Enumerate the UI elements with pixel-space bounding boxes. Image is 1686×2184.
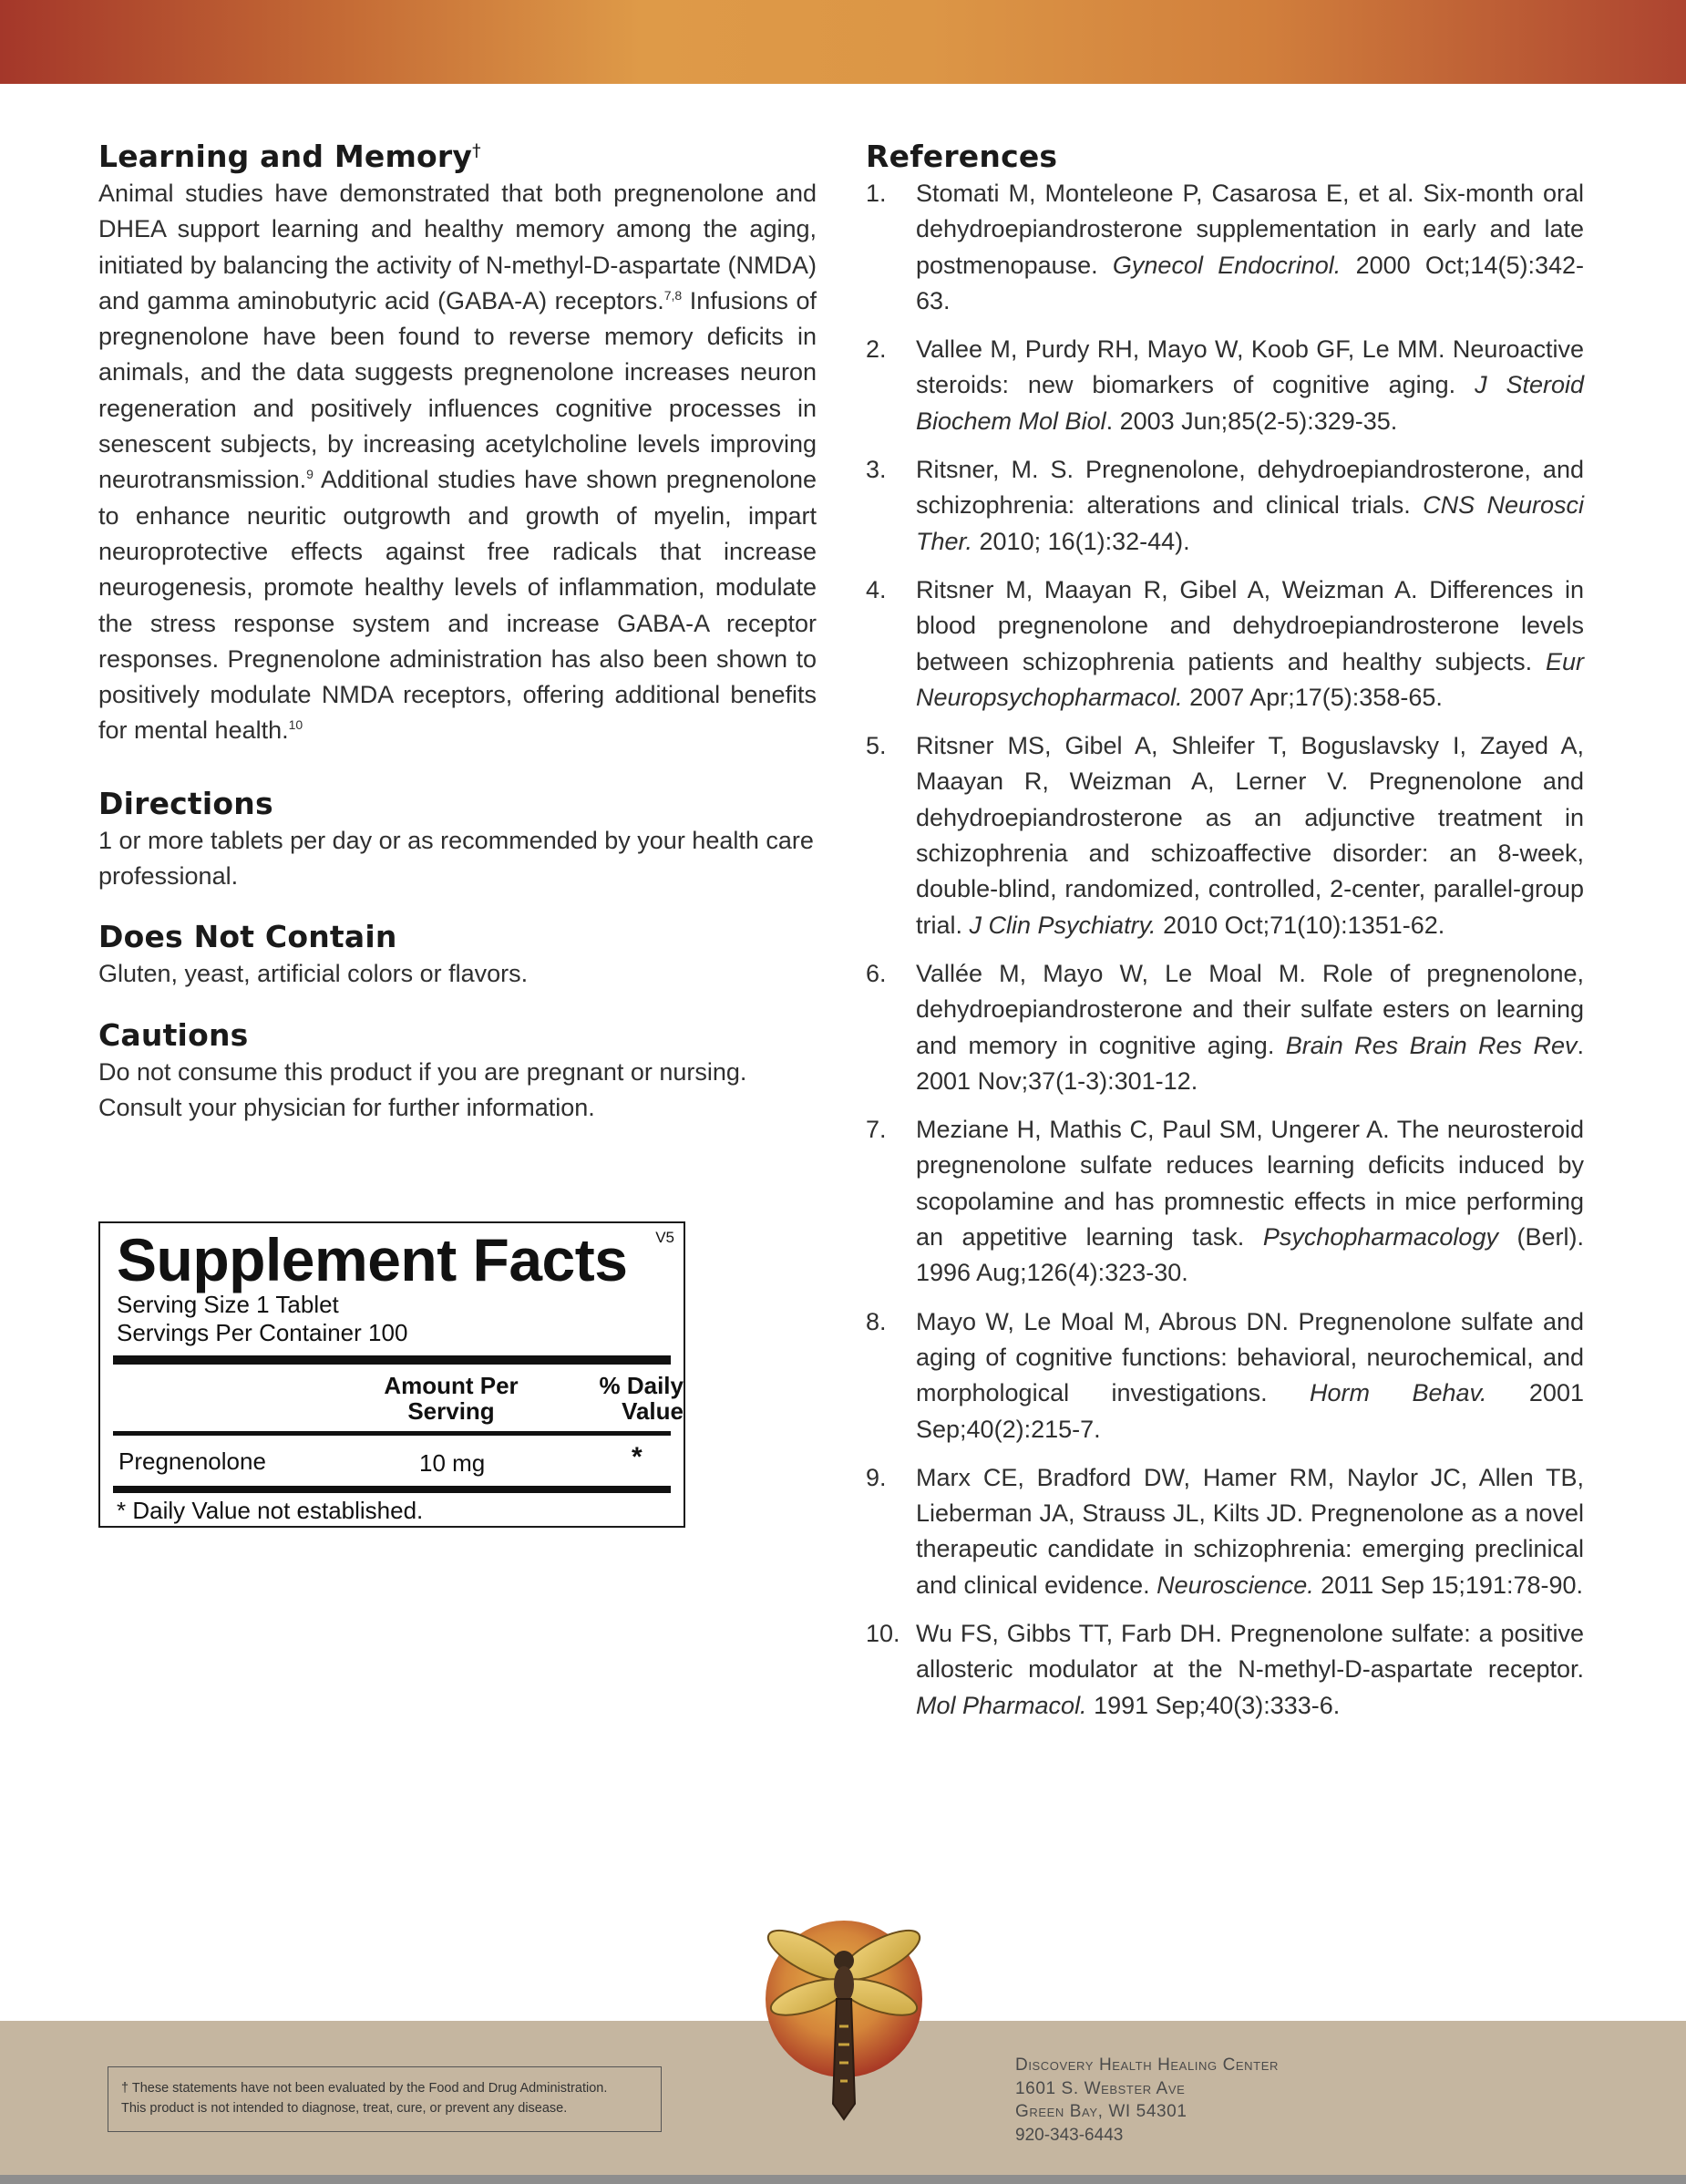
learning-memory-text: Animal studies have demonstrated that both pregnenolone and DHEA support learning and healthy memory among the aging, initiated by balancing the activity of N-methyl-D-aspartate (NMDA) and gamma aminobutyric acid (GABA-A) receptors.$^{7,8}$ Infusions of pregnenolone have been found to reverse memory deficits in animals, and the data suggests pregnenolone increases neuron regeneration and positively influences cognitive processes in senescent subjects, by increasing acetylcholine levels improving neurotransmission.$^9$ Additional studies have shown pregnenolone to enhance neuritic outgrowth and growth of myelin, impart neuroprotective effects against free radicals that increase neurogenesis, promote healthy levels of inflammation, modulate the stress response system and increase GABA-A receptor responses. Pregnenolone administration has also been shown to positively modulate NMDA receptors, offering additional benefits for mental health.$^{10}$ — [98, 180, 817, 745]
reference-citation: 2001 Sep;40(2):215-7. — [916, 1379, 1584, 1443]
reference-journal: Eur Neuropsychopharmacol. — [916, 647, 1584, 711]
bottom-divider — [113, 1486, 671, 1493]
reference-number: 10. — [866, 1619, 900, 1647]
reference-number: 6. — [866, 959, 887, 987]
reference-item — [866, 1616, 1584, 1724]
reference-text: Marx CE, Bradford DW, Hamer RM, Naylor JC, Allen TB, Lieberman JA, Strauss JL, Kilts JD. Pregnenolone as a novel therapeutic candidate in schizophrenia: emerging preclinical and clinical evidence. — [916, 1463, 1584, 1599]
reference-citation: 2000 Oct;14(5):342-63. — [916, 251, 1584, 314]
reference-citation: 1991 Sep;40(3):333-6. — [1086, 1691, 1341, 1719]
reference-number: 3. — [866, 456, 887, 484]
reference-item — [866, 176, 1584, 319]
reference-journal: J Steroid Biochem Mol Biol — [916, 371, 1584, 435]
disclaimer-line-2: This product is not intended to diagnose, treat, cure, or prevent any disease. — [121, 2101, 568, 2116]
supplement-facts-title: Supplement Facts — [117, 1226, 628, 1293]
reference-number: 9. — [866, 1463, 887, 1491]
org-name: Discovery Health Healing Center — [1015, 2055, 1279, 2075]
disclaimer-line-1: † These statements have not been evaluated by the Food and Drug Administration. — [121, 2081, 608, 2096]
left-column — [98, 139, 817, 1126]
reference-item — [866, 1460, 1584, 1603]
reference-journal: Mol Pharmacol. — [916, 1691, 1087, 1719]
city-state-zip: Green Bay, WI 54301 — [1015, 2102, 1187, 2121]
reference-citation: 2010; 16(1):32-44). — [972, 527, 1190, 555]
medium-divider — [113, 1431, 671, 1436]
does-not-contain-heading: Does Not Contain — [98, 919, 397, 955]
daily-value-header: % Daily Value — [599, 1372, 684, 1425]
reference-text: Ritsner M, Maayan R, Gibel A, Weizman A. Differences in blood pregnenolone and dehydroepiandrosterone levels between schizophrenia patients and healthy subjects. — [916, 575, 1584, 675]
reference-number: 2. — [866, 335, 887, 364]
reference-number: 1. — [866, 180, 887, 207]
bottom-edge-bar — [0, 2175, 1686, 2184]
reference-item — [866, 1304, 1584, 1447]
dragonfly-logo-icon — [753, 1908, 935, 2123]
daily-value-footnote: * Daily Value not established. — [117, 1497, 424, 1524]
reference-item — [866, 1112, 1584, 1291]
reference-citation: 2010 Oct;71(10):1351-62. — [1156, 911, 1445, 939]
reference-item — [866, 572, 1584, 716]
reference-journal: CNS Neurosci Ther. — [916, 491, 1585, 555]
reference-text: Mayo W, Le Moal M, Abrous DN. Pregnenolone sulfate and aging of cognitive functions: behavioral, neurochemical, and morphological investigations. — [916, 1307, 1584, 1407]
reference-text: Wu FS, Gibbs TT, Farb DH. Pregnenolone sulfate: a positive allosteric modulator at the N-methyl-D-aspartate receptor. — [916, 1619, 1584, 1684]
reference-text: Vallee M, Purdy RH, Mayo W, Koob GF, Le MM. Neuroactive steroids: new biomarkers of cognitive aging. — [916, 335, 1584, 399]
serving-size: Serving Size 1 Tablet — [117, 1291, 339, 1318]
servings-per-container: Servings Per Container 100 — [117, 1319, 408, 1346]
ingredient-amount: 10 mg — [419, 1449, 486, 1477]
reference-citation: . 2003 Jun;85(2-5):329-35. — [1105, 407, 1398, 435]
ingredient-name: Pregnenolone — [118, 1447, 266, 1475]
directions-text: 1 or more tablets per day or as recommended by your health care professional. — [98, 826, 814, 891]
fda-disclaimer-box — [108, 2066, 662, 2132]
reference-item — [866, 956, 1584, 1099]
reference-journal: Gynecol Endocrinol. — [1112, 251, 1342, 279]
header-gradient-bar — [0, 0, 1686, 84]
reference-number: 5. — [866, 732, 887, 760]
references-heading: References — [866, 139, 1058, 174]
reference-text: Stomati M, Monteleone P, Casarosa E, et al. Six-month oral dehydroepiandrosterone supplementation in early and late postmenopause. — [916, 180, 1584, 279]
reference-item — [866, 452, 1584, 560]
reference-citation: 2007 Apr;17(5):358-65. — [1182, 683, 1443, 711]
reference-journal: J Clin Psychiatry. — [969, 911, 1157, 939]
ingredient-dv: * — [632, 1442, 643, 1472]
reference-journal: Neuroscience. — [1157, 1571, 1314, 1599]
reference-item — [866, 332, 1584, 439]
reference-text: Meziane H, Mathis C, Paul SM, Ungerer A. The neurosteroid pregnenolone sulfate reduces learning deficits induced by scopolamine and has promnestic effects in mice performing an appetitive learning task. — [916, 1116, 1584, 1252]
street-address: 1601 S. Webster Ave — [1015, 2078, 1186, 2098]
references-list — [866, 176, 1584, 1724]
reference-journal: Brain Res Brain Res Rev — [1285, 1031, 1578, 1059]
reference-journal: Psychopharmacology — [1262, 1223, 1498, 1252]
reference-number: 7. — [866, 1116, 887, 1144]
reference-citation: . 2001 Nov;37(1-3):301-12. — [916, 1031, 1584, 1095]
reference-journal: Horm Behav. — [1310, 1379, 1487, 1407]
directions-heading: Directions — [98, 785, 273, 821]
reference-text: Ritsner MS, Gibel A, Shleifer T, Boguslavsky I, Zayed A, Maayan R, Weizman A, Lerner V. Pregnenolone and dehydroepiandrosterone as an adjunctive treatment in schizophrenia and schizoaffective disorder: an 8-week, double-blind, randomized, controlled, 2-center, parallel-group trial. — [916, 732, 1584, 939]
amount-per-serving-header: Amount Per Serving — [384, 1372, 519, 1425]
reference-number: 8. — [866, 1307, 887, 1335]
version-label: V5 — [655, 1229, 674, 1246]
cautions-heading: Cautions — [98, 1016, 249, 1053]
cautions-text: Do not consume this product if you are pregnant or nursing. Consult your physician for further information. — [98, 1057, 747, 1121]
reference-number: 4. — [866, 575, 887, 603]
reference-text: Ritsner, M. S. Pregnenolone, dehydroepiandrosterone, and schizophrenia: alterations and clinical trials. — [916, 456, 1584, 520]
reference-item — [866, 728, 1584, 943]
reference-citation: (Berl). 1996 Aug;126(4):323-30. — [916, 1223, 1584, 1287]
learning-memory-heading: Learning and Memory† — [98, 139, 481, 174]
reference-text: Vallée M, Mayo W, Le Moal M. Role of pregnenolone, dehydroepiandrosterone and their sulfate esters on learning and memory in cognitive aging. — [916, 959, 1584, 1059]
address-block — [1015, 2054, 1279, 2147]
does-not-contain-text: Gluten, yeast, artificial colors or flavors. — [98, 960, 529, 988]
phone-number: 920-343-6443 — [1015, 2125, 1124, 2145]
thick-divider — [113, 1355, 671, 1365]
supplement-facts-panel — [98, 1221, 685, 1528]
right-column — [866, 139, 1584, 1736]
reference-citation: 2011 Sep 15;191:78-90. — [1313, 1571, 1584, 1599]
